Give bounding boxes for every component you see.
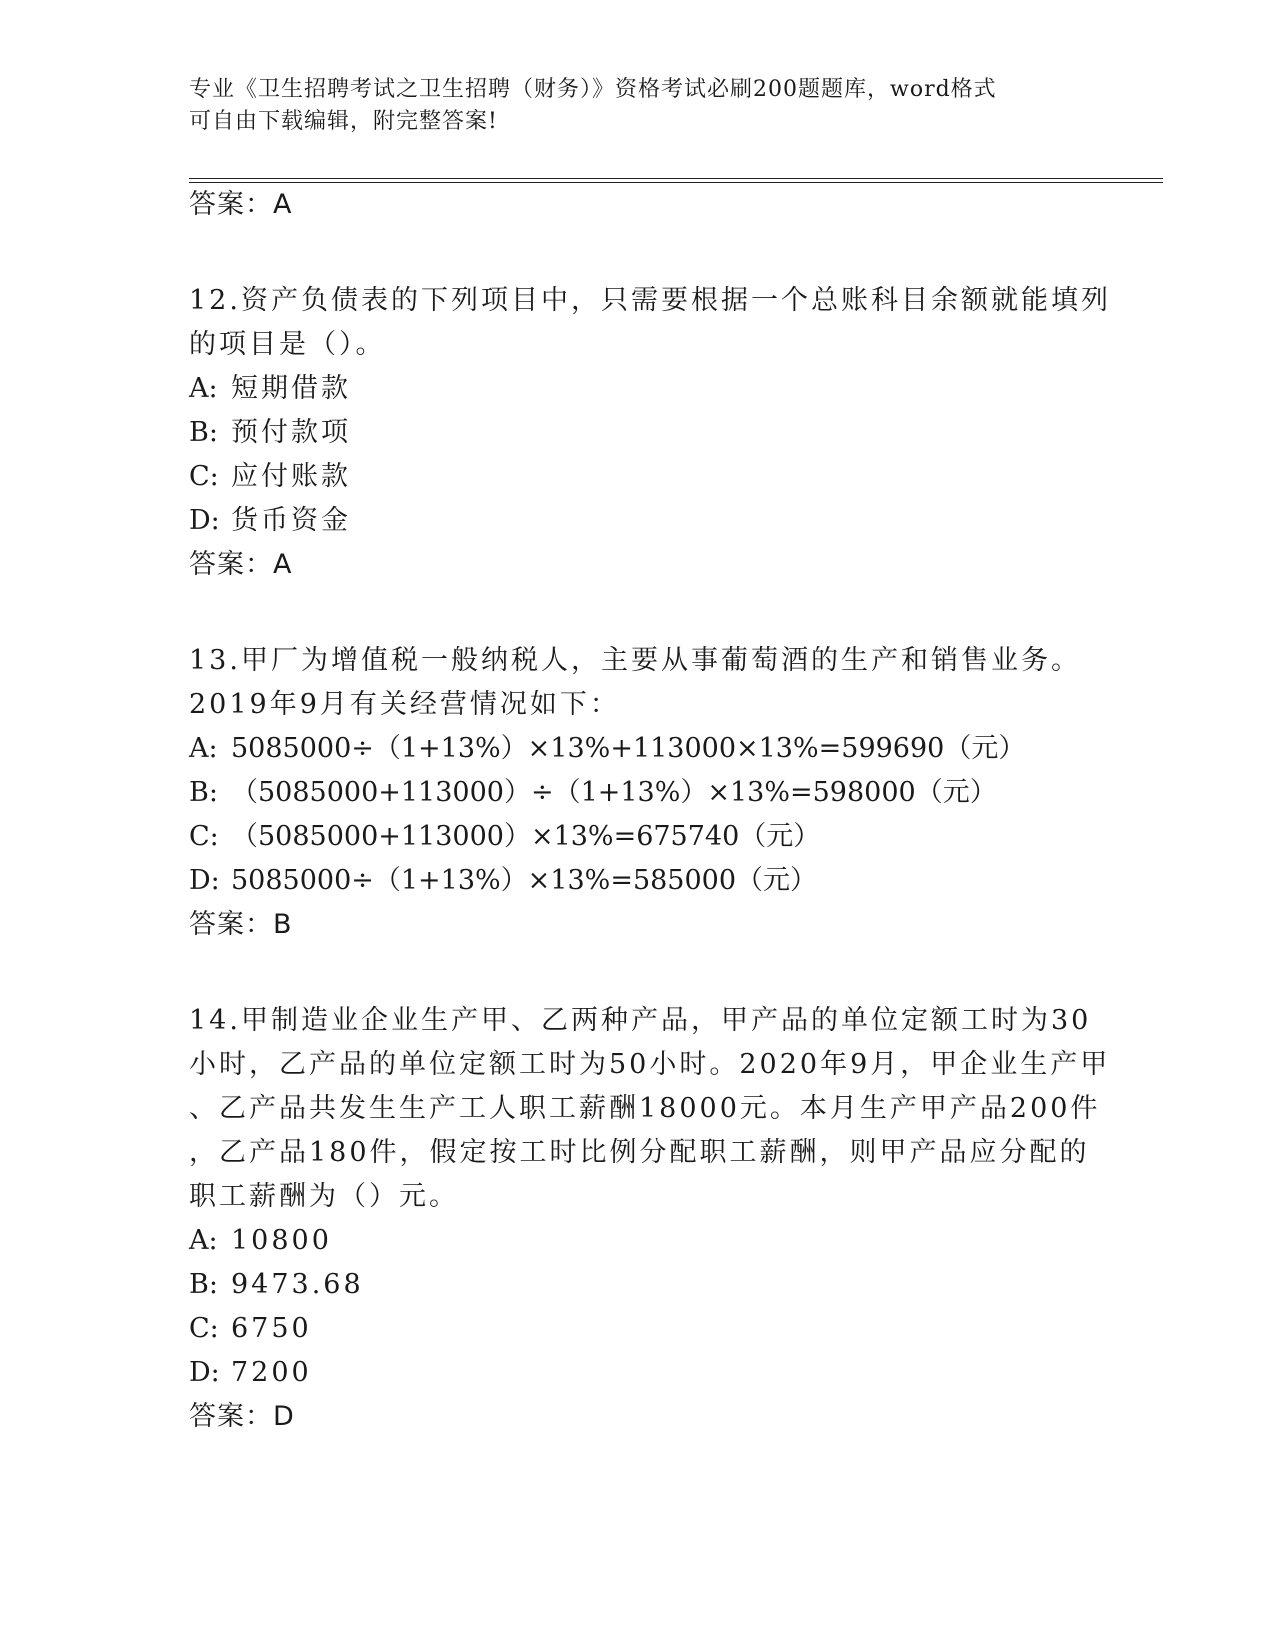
header-line-1: 专业《卫生招聘考试之卫生招聘（财务）》资格考试必刷200题题库，word格式: [189, 77, 997, 102]
option-text: 货币资金: [231, 505, 351, 536]
option-label: C:: [189, 821, 219, 852]
option-label: B:: [189, 777, 218, 808]
q14-option-d: [189, 1356, 312, 1390]
q13-option-a: [189, 732, 1025, 766]
option-text: 7200: [231, 1357, 312, 1388]
option-label: A:: [189, 1225, 218, 1256]
option-text: 9473.68: [231, 1269, 364, 1300]
option-label: D:: [189, 1357, 220, 1388]
q13-answer: 答案：B: [189, 909, 293, 940]
q12-stem-line-2: 的项目是（）。: [189, 329, 386, 360]
option-label: B:: [189, 417, 218, 448]
q12-answer: 答案：A: [189, 549, 293, 580]
option-label: A:: [189, 373, 218, 404]
header-line-2: 可自由下载编辑，附完整答案!: [189, 109, 498, 134]
q14-stem-line-4: ，乙产品180件，假定按工时比例分配职工薪酬，则甲产品应分配的: [189, 1137, 1090, 1168]
option-text: 10800: [231, 1225, 332, 1256]
header-divider: [189, 178, 1163, 183]
option-text: 短期借款: [231, 373, 351, 404]
q14-stem-line-2: 小时，乙产品的单位定额工时为50小时。2020年9月，甲企业生产甲: [189, 1049, 1111, 1080]
option-text: 预付款项: [231, 417, 351, 448]
option-label: D:: [189, 865, 220, 896]
option-text: 5085000÷（1+13%）×13%=585000（元）: [231, 865, 818, 896]
option-text: 应付账款: [231, 461, 351, 492]
q14-stem-line-1: 14.甲制造业企业生产甲、乙两种产品，甲产品的单位定额工时为30: [189, 1005, 1092, 1036]
q14-stem-line-5: 职工薪酬为（）元。: [189, 1181, 459, 1212]
q13-stem-line-2: 2019年9月有关经营情况如下：: [189, 689, 620, 720]
q14-option-b: [189, 1268, 364, 1302]
previous-answer: 答案：A: [189, 189, 293, 220]
q13-option-b: [189, 776, 997, 810]
option-text: （5085000+113000）÷（1+13%）×13%=598000（元）: [231, 777, 997, 808]
q13-option-d: [189, 864, 817, 898]
q14-option-c: [189, 1312, 312, 1346]
option-text: 5085000÷（1+13%）×13%+113000×13%=599690（元）: [231, 733, 1026, 764]
q13-option-c: [189, 820, 820, 854]
q13-stem-line-1: 13.甲厂为增值税一般纳税人，主要从事葡萄酒的生产和销售业务。: [189, 645, 1081, 676]
option-label: C:: [189, 461, 219, 492]
q12-stem-line-1: 12.资产负债表的下列项目中，只需要根据一个总账科目余额就能填列: [189, 285, 1111, 316]
q14-option-a: [189, 1224, 332, 1258]
option-label: D:: [189, 505, 220, 536]
q14-answer: 答案：D: [189, 1401, 295, 1432]
option-text: 6750: [231, 1313, 312, 1344]
q12-option-a: [189, 372, 351, 406]
q12-option-b: [189, 416, 351, 450]
option-label: A:: [189, 733, 218, 764]
q12-option-d: [189, 504, 351, 538]
document-header: [189, 74, 1089, 138]
option-text: （5085000+113000）×13%=675740（元）: [231, 821, 821, 852]
q12-option-c: [189, 460, 351, 494]
option-label: C:: [189, 1313, 219, 1344]
q14-stem-line-3: 、乙产品共发生生产工人职工薪酬18000元。本月生产甲产品200件: [189, 1093, 1101, 1124]
option-label: B:: [189, 1269, 218, 1300]
